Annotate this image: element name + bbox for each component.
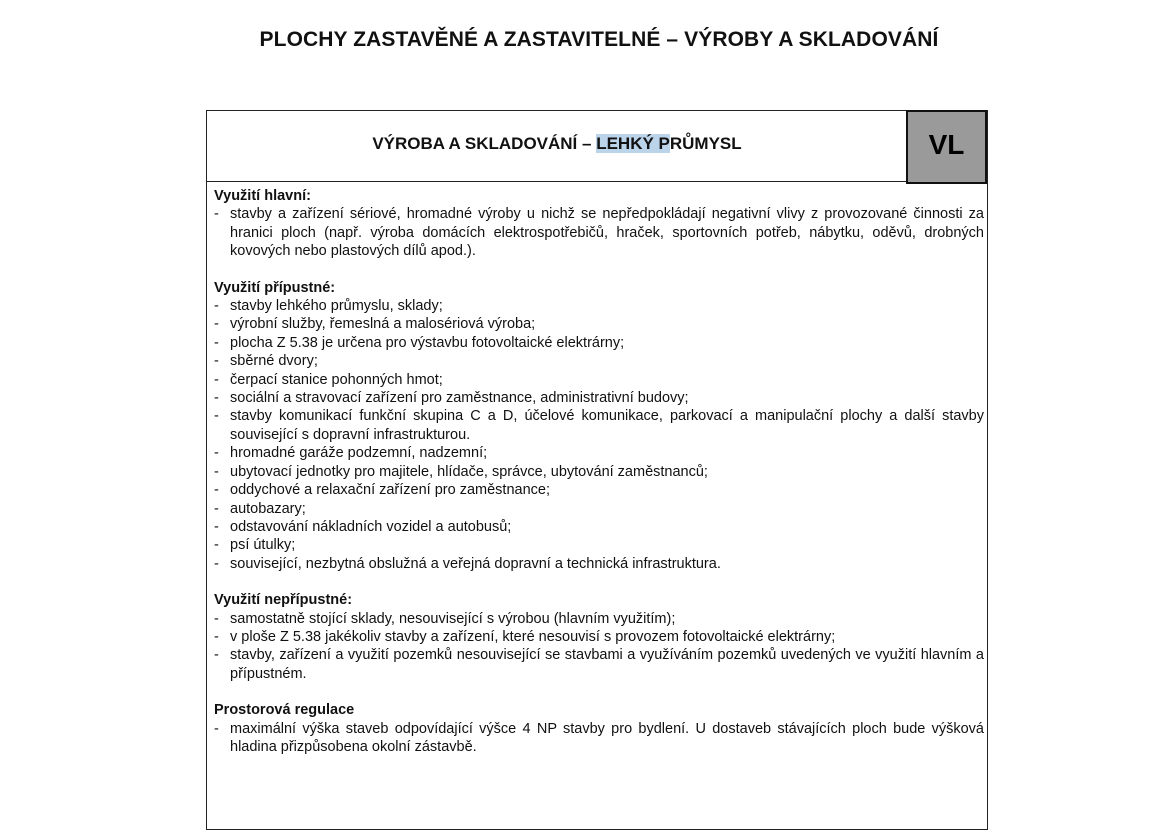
list-item: - stavby lehkého průmyslu, sklady; [214,297,984,315]
list-item: - ubytovací jednotky pro majitele, hlídače, správce, ubytování zaměstnanců; [214,463,984,481]
list-item: - oddychové a relaxační zařízení pro zaměstnance; [214,481,984,499]
section-items [214,297,984,573]
regulation-table [206,110,988,830]
header-title-plain: VÝROBA A SKLADOVÁNÍ – [372,134,597,153]
list-item: - sběrné dvory; [214,352,984,370]
section-title: Využití nepřípustné: [214,592,353,609]
table-content [214,187,984,774]
section-permitted-use [214,279,984,574]
section-title: Využití hlavní: [214,188,311,204]
header-title-rest: RŮMYSL [669,134,742,153]
list-item: - stavby komunikací funkční skupina C a D, účelové komunikace, parkovací a manipulační plochy a další stavby související s dopravní infrastrukturou. [214,407,984,444]
header-title-highlight[interactable]: LEHKÝ P [596,134,670,153]
page-title: PLOCHY ZASTAVĚNÉ A ZASTAVITELNÉ – VÝROBY A SKLADOVÁNÍ [259,28,939,51]
list-item: - autobazary; [214,500,984,518]
list-item: - sociální a stravovací zařízení pro zaměstnance, administrativní budovy; [214,389,984,407]
section-items [214,610,984,684]
list-item: - stavby, zařízení a využití pozemků nesouvisející se stavbami a využíváním pozemků uvedených ve využití hlavním a přípustném. [214,646,984,683]
list-item: - související, nezbytná obslužná a veřejná dopravní a technická infrastruktura. [214,555,984,573]
list-item: - odstavování nákladních vozidel a autobusů; [214,518,984,536]
section-spatial-regulation [214,701,984,756]
section-title: Prostorová regulace [214,702,355,719]
list-item: - psí útulky; [214,536,984,554]
list-item: - samostatně stojící sklady, nesouvisející s výrobou (hlavním využitím); [214,610,984,628]
zone-code-badge: VL [906,110,987,184]
section-title: Využití přípustné: [214,279,336,296]
list-item: - čerpací stanice pohonných hmot; [214,371,984,389]
list-item: - stavby a zařízení sériové, hromadné výroby u nichž se nepředpokládají negativní vlivy z provozované činnosti za hranici ploch (např. výroba domácích elektrospotřebičů, hraček, sportovních potřeb, nábytku, oděvů, drobných kovových nebo plastových dílů apod.). [214,205,984,260]
table-header-title [207,134,907,154]
list-item: - výrobní služby, řemeslná a malosériová výroba; [214,315,984,333]
list-item: - plocha Z 5.38 je určena pro výstavbu fotovoltaické elektrárny; [214,334,984,352]
list-item: - maximální výška staveb odpovídající výšce 4 NP stavby pro bydlení. U dostaveb stávajících ploch bude výšková hladina přizpůsobena okolní zástavbě. [214,720,984,757]
section-main-use [214,187,984,261]
list-item: - hromadné garáže podzemní, nadzemní; [214,444,984,462]
section-items [214,720,984,757]
list-item: - v ploše Z 5.38 jakékoliv stavby a zařízení, které nesouvisí s provozem fotovoltaické elektrárny; [214,628,984,646]
section-forbidden-use [214,591,984,683]
section-items [214,205,984,260]
table-header-row [207,111,987,182]
